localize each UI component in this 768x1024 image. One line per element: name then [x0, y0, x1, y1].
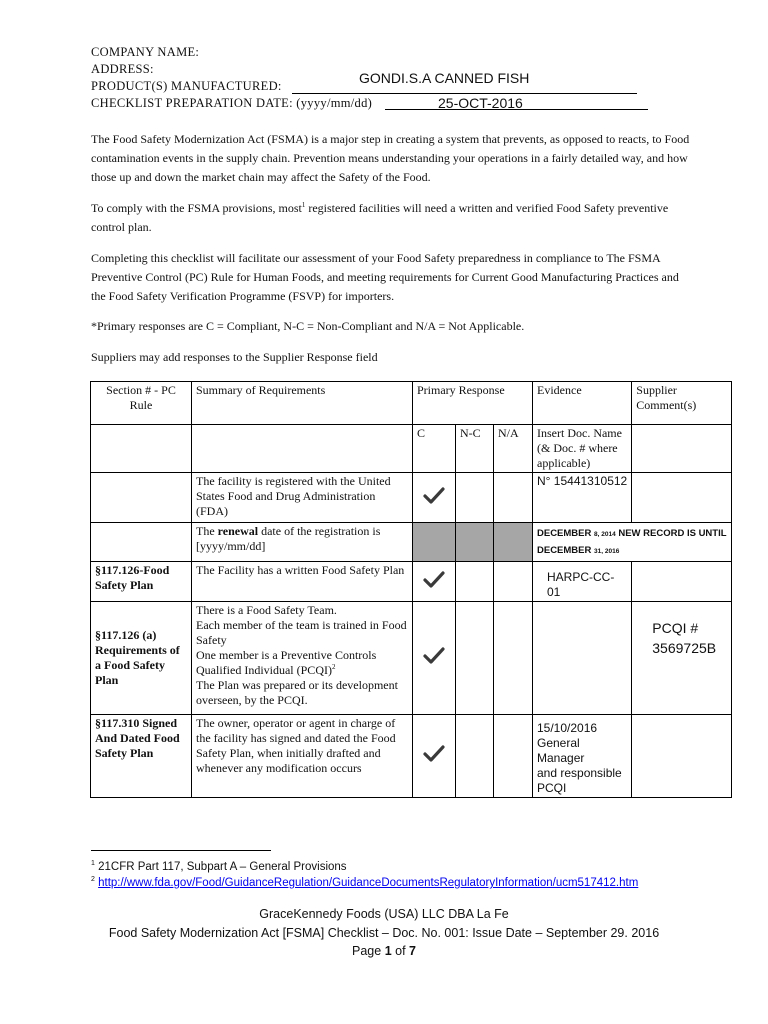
footer-doc-info: Food Safety Modernization Act [FSMA] Checklist – Doc. No. 001: Issue Date – September 29. 2016: [108, 926, 660, 940]
table-row: [91, 562, 732, 602]
footnote-1-number: 1: [91, 860, 95, 868]
company-name-label: COMPANY NAME:: [91, 45, 200, 59]
footnote-1-text: 21CFR Part 117, Subpart A – General Provisions: [98, 861, 347, 873]
pcqi-text: One member is a Preventive Controls Qualified Individual (PCQI): [196, 648, 377, 677]
check-mark-icon: [423, 647, 445, 665]
footer-page-number: [0, 944, 768, 958]
subheader-blank-supplier: [632, 425, 731, 473]
footnote-2-number: 2: [91, 876, 95, 884]
subheader-na: N/A: [494, 425, 533, 473]
header-supplier-comments: Supplier Comment(s): [632, 382, 731, 425]
row-section: [91, 523, 192, 562]
row-summary: The facility is registered with the United States Food and Drug Administration (FDA): [192, 473, 413, 523]
fda-guidance-link[interactable]: http://www.fda.gov/Food/GuidanceRegulation/GuidanceDocumentsRegulatoryInformation/ucm517412.htm: [98, 877, 639, 889]
evidence-line-1: [537, 526, 727, 543]
compliant-cell[interactable]: [413, 602, 456, 715]
row-summary: The owner, operator or agent in charge of the facility has signed and dated the Food Safety Plan, when initially drafted and whenever any modification occurs: [192, 715, 413, 798]
row-evidence[interactable]: N° 15441310512: [533, 473, 632, 523]
intro-p2-text-b: registered facilities will need a written and verified Food Safety preventive control plan.: [91, 201, 669, 234]
compliant-cell[interactable]: [413, 715, 456, 798]
table-header-row: [91, 382, 732, 425]
summary-text-b: date of the registration is [yyyy/mm/dd]: [196, 524, 381, 553]
subheader-c: C: [413, 425, 456, 473]
table-row: [91, 523, 732, 562]
page-mid: of: [391, 944, 410, 958]
row-summary: [192, 523, 413, 562]
check-mark-icon: [423, 487, 445, 505]
evidence-date-2: 31, 2016: [594, 548, 620, 555]
page-total: 7: [409, 944, 416, 958]
check-mark-icon: [423, 571, 445, 589]
evidence-line: and responsible: [537, 766, 622, 780]
header-summary: Summary of Requirements: [192, 382, 413, 425]
evidence-line: General Manager: [537, 736, 585, 765]
table-row: [91, 473, 732, 523]
row-supplier-comment[interactable]: [632, 562, 731, 602]
header-primary-response: Primary Response: [413, 382, 533, 425]
address-label: ADDRESS:: [91, 62, 154, 76]
not-applicable-cell[interactable]: [494, 473, 533, 523]
non-compliant-cell[interactable]: [456, 715, 494, 798]
not-applicable-cell[interactable]: [494, 715, 533, 798]
summary-line: [196, 648, 408, 678]
row-section: §117.126 (a) Requirements of a Food Safety Plan: [91, 602, 192, 715]
footnote-separator: [91, 850, 271, 851]
evidence-month-2: DECEMBER: [537, 545, 595, 556]
non-compliant-cell-shaded: [456, 523, 494, 562]
summary-text-a: The: [196, 524, 218, 538]
footnote-ref-1: 1: [301, 201, 306, 209]
compliant-cell[interactable]: [413, 473, 456, 523]
product-label: PRODUCT(S) MANUFACTURED:: [91, 79, 282, 93]
footer-company: GraceKennedy Foods (USA) LLC DBA La Fe: [259, 907, 509, 921]
subheader-blank-section: [91, 425, 192, 473]
table-row: [91, 602, 732, 715]
pcqi-number-label: PCQI #: [652, 620, 699, 636]
table-row: [91, 715, 732, 798]
evidence-line-2: [537, 543, 727, 560]
row-section: [91, 473, 192, 523]
compliant-cell-shaded: [413, 523, 456, 562]
supplier-note: Suppliers may add responses to the Supplier Response field: [91, 350, 378, 364]
footnote-1: [91, 861, 347, 873]
non-compliant-cell[interactable]: [456, 473, 494, 523]
summary-bold-renewal: renewal: [217, 524, 259, 538]
requirements-table: [90, 381, 732, 798]
date-label: CHECKLIST PREPARATION DATE: (yyyy/mm/dd): [91, 96, 373, 110]
row-section: §117.126-Food Safety Plan: [91, 562, 192, 602]
summary-line: There is a Food Safety Team.: [196, 603, 337, 617]
not-applicable-cell-shaded: [494, 523, 533, 562]
header-section: Section # - PC Rule: [91, 382, 192, 425]
subheader-blank-summary: [192, 425, 413, 473]
subheader-nc: N-C: [456, 425, 494, 473]
non-compliant-cell[interactable]: [456, 562, 494, 602]
table-subheader-row: [91, 425, 732, 473]
row-evidence[interactable]: [533, 602, 632, 715]
row-evidence[interactable]: [533, 523, 732, 562]
footnote-ref-2: 2: [331, 663, 336, 671]
row-evidence[interactable]: [533, 715, 632, 798]
footnote-2: [91, 877, 638, 889]
intro-paragraph-3: Completing this checklist will facilitate our assessment of your Food Safety preparedness in compliance to The FSMA Preventive Control (PC) Rule for Human Foods, and meeting requirements for Current Good Manufacturing Practices and the Food Safety Verification Programme (FSVP) for importers.: [91, 251, 679, 303]
row-section: §117.310 Signed And Dated Food Safety Plan: [91, 715, 192, 798]
row-summary: [192, 602, 413, 715]
product-value: GONDI.S.A CANNED FISH: [359, 70, 530, 86]
evidence-month-1: DECEMBER: [537, 528, 595, 539]
row-summary: The Facility has a written Food Safety Plan: [192, 562, 413, 602]
not-applicable-cell[interactable]: [494, 602, 533, 715]
row-evidence[interactable]: HARPC-CC-01: [533, 562, 632, 602]
intro-p2-text-a: To comply with the FSMA provisions, most: [91, 201, 302, 215]
date-value: 25-OCT-2016: [438, 95, 523, 111]
evidence-line: 15/10/2016: [537, 721, 598, 735]
compliant-cell[interactable]: [413, 562, 456, 602]
summary-line: The Plan was prepared or its development overseen, by the PCQI.: [196, 678, 398, 707]
intro-paragraph-2: [91, 199, 691, 237]
subheader-evidence-hint: Insert Doc. Name (& Doc. # where applicable): [533, 425, 632, 473]
row-supplier-comment[interactable]: [632, 602, 731, 715]
page-current: 1: [384, 944, 392, 958]
evidence-line: PCQI: [537, 781, 567, 795]
non-compliant-cell[interactable]: [456, 602, 494, 715]
check-mark-icon: [423, 745, 445, 763]
row-supplier-comment[interactable]: [632, 473, 731, 523]
evidence-note-1: NEW RECORD IS UNTIL: [615, 528, 727, 539]
product-underline: [292, 93, 637, 94]
page-prefix: Page: [352, 944, 385, 958]
not-applicable-cell[interactable]: [494, 562, 533, 602]
summary-line: Each member of the team is trained in Food Safety: [196, 618, 407, 647]
pcqi-number-value: 3569725B: [652, 640, 717, 656]
intro-paragraph-1: The Food Safety Modernization Act (FSMA) is a major step in creating a system that prevents, as opposed to reacts, to Food contamination events in the supply chain. Prevention means understanding your operations in a fairly detailed way, and how those up and down the market chain may affect the Safety of the Food.: [91, 132, 690, 184]
header-evidence: Evidence: [533, 382, 632, 425]
evidence-date-1: 8, 2014: [594, 531, 616, 538]
response-legend: *Primary responses are C = Compliant, N-C = Non-Compliant and N/A = Not Applicable.: [91, 319, 525, 333]
row-supplier-comment[interactable]: [632, 715, 731, 798]
